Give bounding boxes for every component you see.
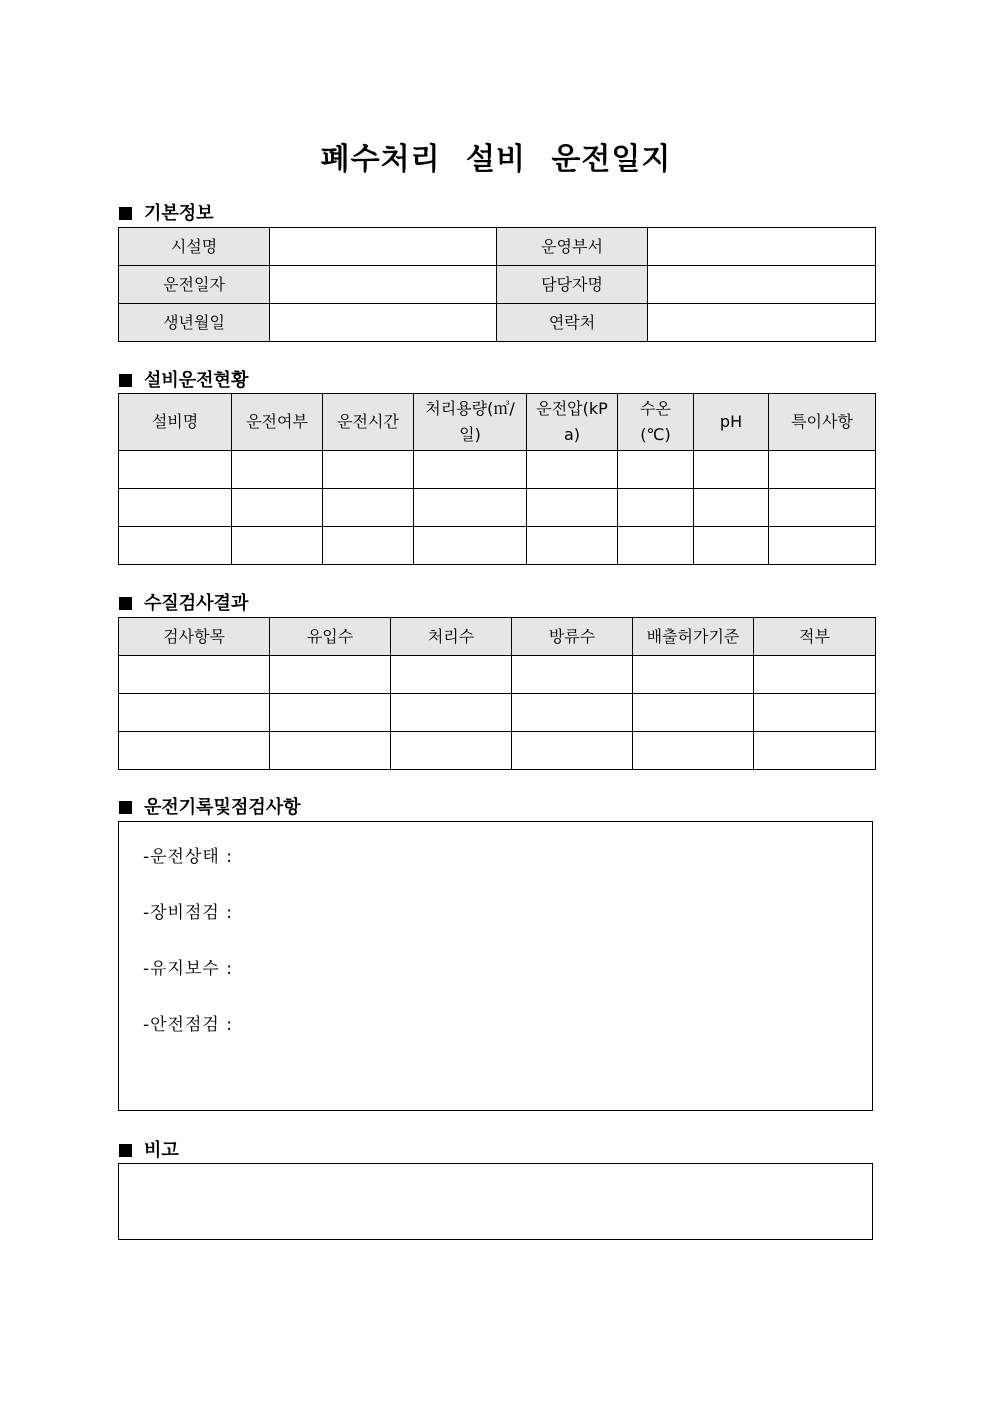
records-box[interactable]	[118, 821, 873, 1111]
table-cell[interactable]	[414, 527, 527, 565]
equipment-heading-text: 설비운전현황	[144, 370, 249, 391]
table-row	[119, 732, 876, 770]
table-cell[interactable]	[323, 451, 414, 489]
contact-field[interactable]	[648, 304, 876, 342]
table-cell[interactable]	[694, 527, 769, 565]
table-cell[interactable]	[633, 656, 754, 694]
column-header: 검사항목	[119, 618, 270, 656]
manager-name-label: 담당자명	[497, 266, 648, 304]
column-header: 특이사항	[769, 394, 876, 451]
remarks-box[interactable]	[118, 1163, 873, 1240]
maintenance-line: -유지보수 :	[143, 959, 233, 979]
table-cell[interactable]	[527, 489, 618, 527]
page-title: 폐수처리 설비 운전일지	[320, 142, 672, 177]
column-header: 배출허가기준	[633, 618, 754, 656]
table-cell[interactable]	[618, 451, 694, 489]
table-cell[interactable]	[119, 489, 232, 527]
table-cell[interactable]	[270, 732, 391, 770]
manager-name-field[interactable]	[648, 266, 876, 304]
operation-status-line: -운전상태 :	[143, 847, 233, 867]
birth-date-field[interactable]	[270, 304, 497, 342]
safety-check-line: -안전점검 :	[143, 1015, 233, 1035]
table-row	[119, 228, 876, 266]
water-quality-table	[118, 617, 876, 770]
table-cell[interactable]	[618, 489, 694, 527]
operation-date-field[interactable]	[270, 266, 497, 304]
table-row	[119, 489, 876, 527]
equipment-table	[118, 393, 876, 565]
table-cell[interactable]	[527, 527, 618, 565]
table-cell[interactable]	[323, 489, 414, 527]
operation-date-label: 운전일자	[119, 266, 270, 304]
water-quality-heading-text: 수질검사결과	[144, 593, 249, 614]
equipment-check-line: -장비점검 :	[143, 903, 233, 923]
column-header: 처리용량(㎥/일)	[414, 394, 527, 451]
square-bullet-icon	[119, 597, 132, 610]
table-cell[interactable]	[119, 694, 270, 732]
basic-info-heading-text: 기본정보	[144, 203, 214, 224]
column-header: 수온(℃)	[618, 394, 694, 451]
records-heading-text: 운전기록및점검사항	[144, 797, 301, 818]
table-cell[interactable]	[232, 489, 323, 527]
table-cell[interactable]	[512, 656, 633, 694]
square-bullet-icon	[119, 207, 132, 220]
table-cell[interactable]	[414, 489, 527, 527]
table-cell[interactable]	[754, 732, 876, 770]
remarks-heading	[119, 1136, 179, 1162]
table-cell[interactable]	[769, 527, 876, 565]
table-cell[interactable]	[754, 694, 876, 732]
table-cell[interactable]	[270, 656, 391, 694]
table-row	[119, 451, 876, 489]
department-label: 운영부서	[497, 228, 648, 266]
table-cell[interactable]	[633, 732, 754, 770]
square-bullet-icon	[119, 374, 132, 387]
column-header: 처리수	[391, 618, 512, 656]
column-header: 운전시간	[323, 394, 414, 451]
table-cell[interactable]	[391, 656, 512, 694]
department-field[interactable]	[648, 228, 876, 266]
equipment-heading	[119, 366, 248, 392]
birth-date-label: 생년월일	[119, 304, 270, 342]
table-cell[interactable]	[527, 451, 618, 489]
water-quality-heading	[119, 589, 248, 615]
basic-info-heading	[119, 199, 214, 225]
table-cell[interactable]	[391, 732, 512, 770]
table-cell[interactable]	[769, 489, 876, 527]
column-header: pH	[694, 394, 769, 451]
column-header: 운전압(kPa)	[527, 394, 618, 451]
table-cell[interactable]	[633, 694, 754, 732]
column-header: 유입수	[270, 618, 391, 656]
table-cell[interactable]	[119, 656, 270, 694]
table-row	[119, 527, 876, 565]
table-cell[interactable]	[323, 527, 414, 565]
column-header: 운전여부	[232, 394, 323, 451]
table-cell[interactable]	[769, 451, 876, 489]
column-header: 방류수	[512, 618, 633, 656]
facility-name-field[interactable]	[270, 228, 497, 266]
column-header: 적부	[754, 618, 876, 656]
table-cell[interactable]	[119, 451, 232, 489]
column-header: 설비명	[119, 394, 232, 451]
square-bullet-icon	[119, 801, 132, 814]
table-row	[119, 266, 876, 304]
table-cell[interactable]	[119, 732, 270, 770]
table-cell[interactable]	[694, 489, 769, 527]
table-row	[119, 694, 876, 732]
table-cell[interactable]	[694, 451, 769, 489]
table-cell[interactable]	[754, 656, 876, 694]
contact-label: 연락처	[497, 304, 648, 342]
facility-name-label: 시설명	[119, 228, 270, 266]
square-bullet-icon	[119, 1144, 132, 1157]
table-header-row	[119, 618, 876, 656]
table-cell[interactable]	[232, 527, 323, 565]
table-cell[interactable]	[232, 451, 323, 489]
table-cell[interactable]	[414, 451, 527, 489]
table-cell[interactable]	[618, 527, 694, 565]
table-cell[interactable]	[391, 694, 512, 732]
table-header-row	[119, 394, 876, 451]
records-heading	[119, 793, 301, 819]
basic-info-table	[118, 227, 876, 342]
remarks-heading-text: 비고	[144, 1140, 179, 1161]
table-row	[119, 656, 876, 694]
table-cell[interactable]	[270, 694, 391, 732]
table-cell[interactable]	[512, 732, 633, 770]
table-cell[interactable]	[119, 527, 232, 565]
table-cell[interactable]	[512, 694, 633, 732]
table-row	[119, 304, 876, 342]
